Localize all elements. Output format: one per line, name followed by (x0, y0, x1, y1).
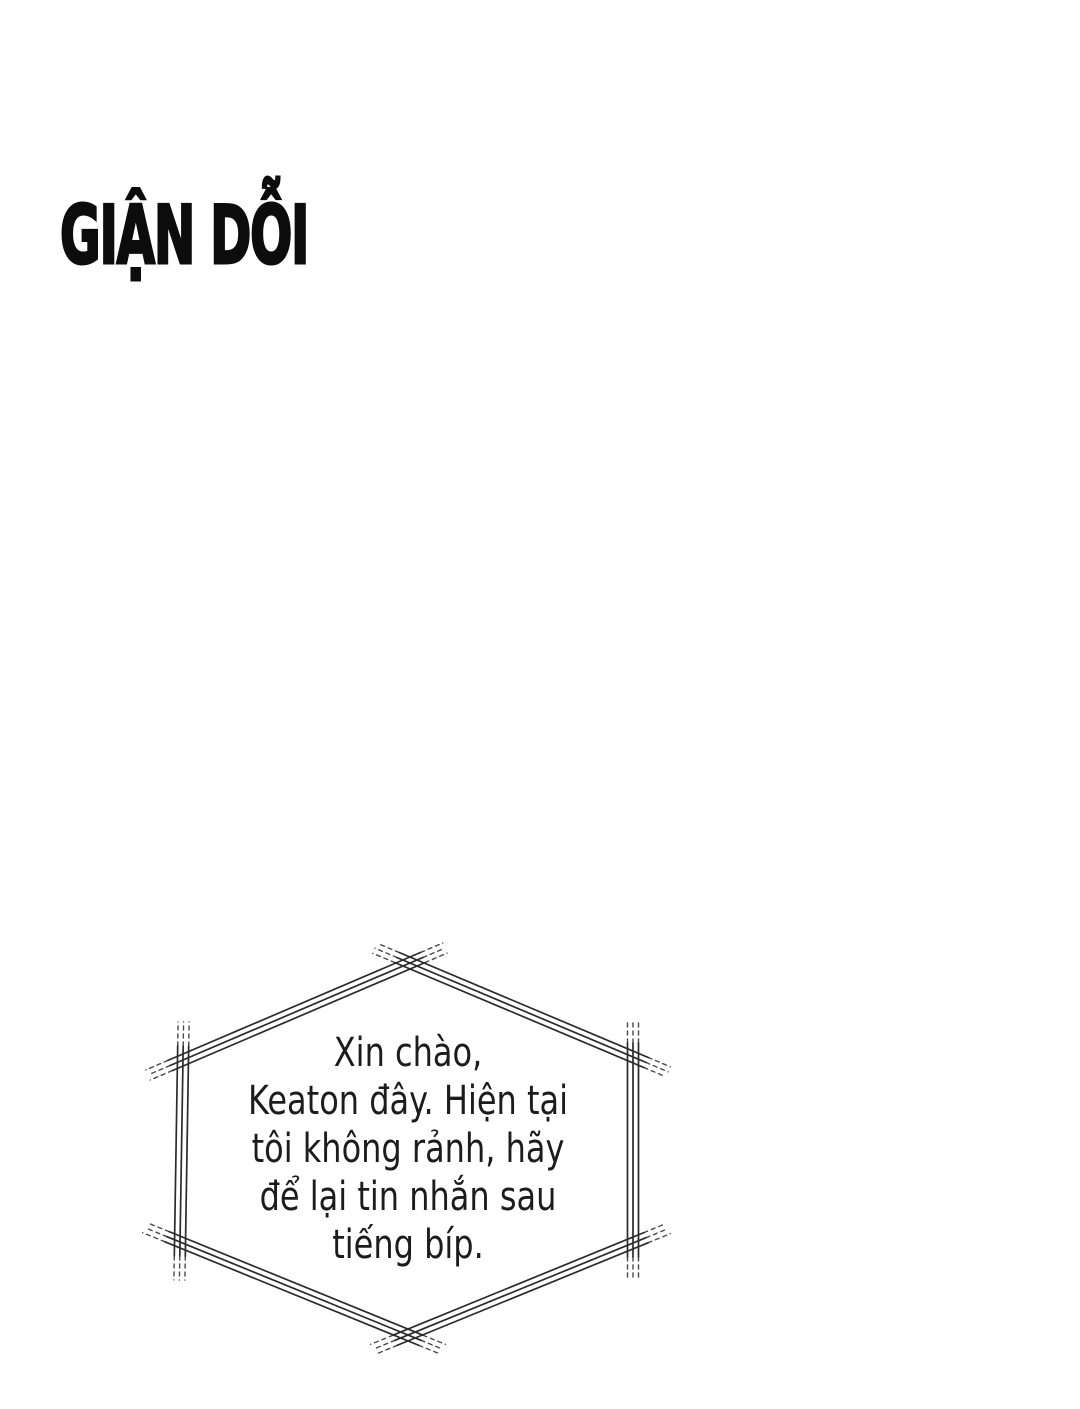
speech-bubble-line: Xin chào, (333, 1030, 483, 1076)
chapter-title: GIẬN DỖI (60, 189, 309, 282)
speech-bubble-line: để lại tin nhắn sau (259, 1174, 557, 1220)
speech-bubble-line: tiếng bíp. (332, 1222, 484, 1268)
speech-bubble-line: tôi không rảnh, hãy (251, 1126, 565, 1172)
speech-bubble (120, 910, 700, 1390)
speech-bubble-line: Keaton đây. Hiện tại (247, 1078, 569, 1124)
speech-bubble-text (200, 1029, 616, 1269)
